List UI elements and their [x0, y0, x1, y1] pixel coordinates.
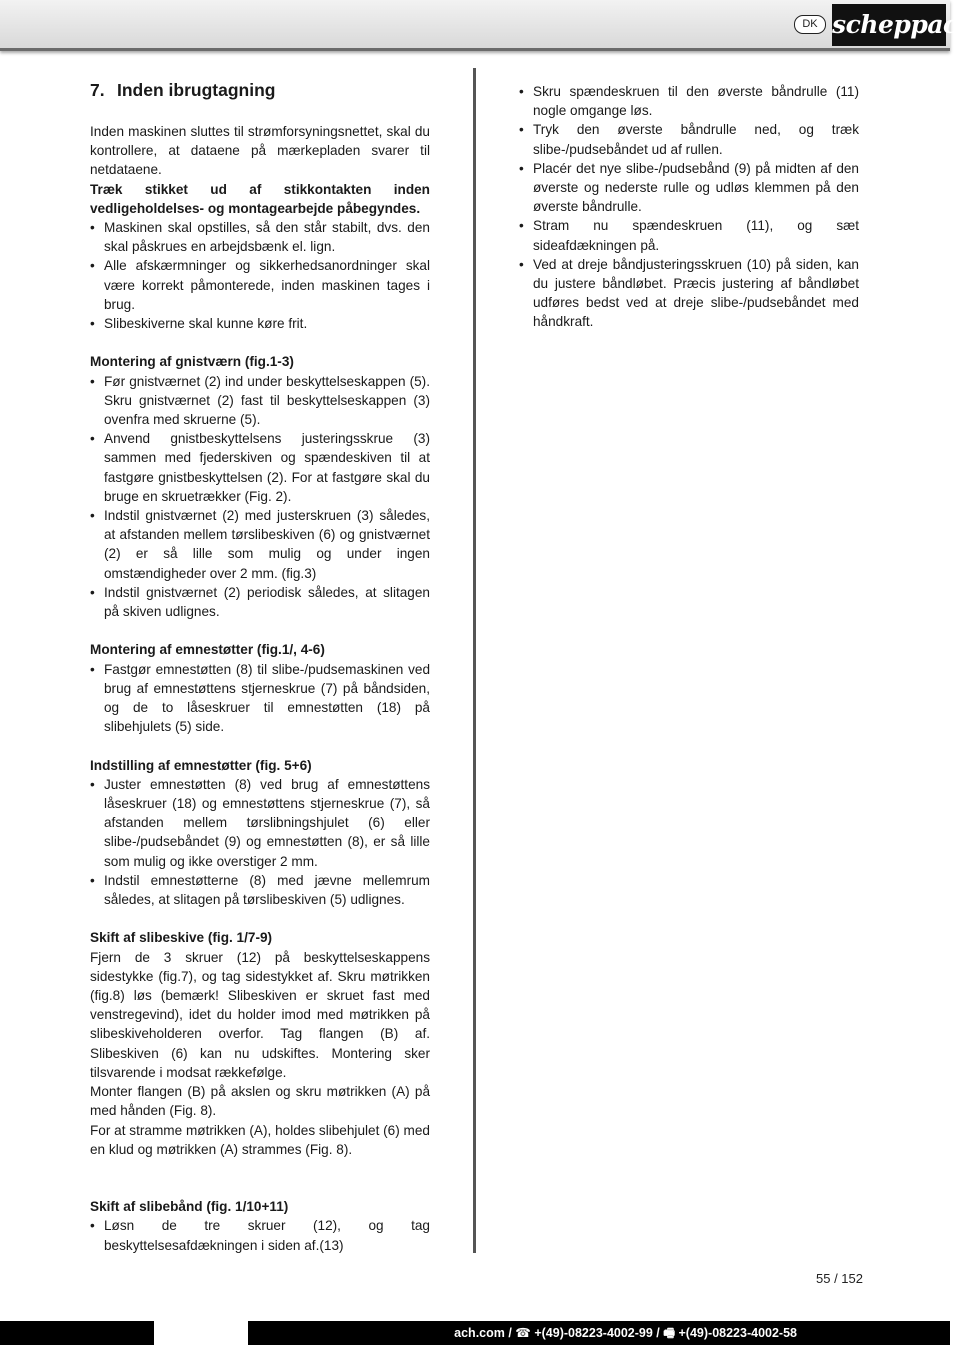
intro-paragraph: Inden maskinen sluttes til strømforsyningsnettet, skal du kontrollere, at dataene på mærkepladen svarer til netdataene. — [90, 124, 430, 178]
wheel-change-paragraph: Fjern de 3 skruer (12) på beskyttelseskappens sidestykke (fig.7), og tag sidestykket af. Skru møtrikken (fig.8) løs (bemærk! Slibeskiven er skruet fast med venstregevind), idet du holder imod med møtrikken på slibeskiveholderen overfor. Tag flangen (B) af. Slibeskiven (6) kan nu udskiftes. Montering sker tilsvarende i modsat rækkefølge. — [90, 949, 430, 1080]
list-item: • Slibeskiverne skal kunne køre frit. — [90, 314, 430, 333]
list-item: • Placér det nye slibe-/pudsebånd (9) på midten af den øverste og nederste rulle og udløs klemmen på den øverste båndrulle. — [519, 159, 859, 217]
scheppach-logo: scheppach — [832, 4, 946, 46]
list-item: • Stram nu spændeskruen (11), og sæt sideafdækningen på. — [519, 216, 859, 254]
wheel-change-paragraph: For at stramme møtrikken (A), holdes slibehjulet (6) med en klud og møtrikken (A) strammes (Fig. 8). — [90, 1122, 430, 1157]
section-heading-belt-change: Skift af slibebånd (fig. 1/10+11) — [90, 1199, 289, 1215]
section-heading-wheel-change: Skift af slibeskive (fig. 1/7-9) — [90, 930, 273, 946]
list-item: • Før gnistværnet (2) ind under beskyttelseskappen (5). Skru gnistværnet (2) fast til beskyttelseskappen (3) ovenfra med skruerne (5). — [90, 372, 430, 430]
list-item: • Tryk den øverste båndrulle ned, og træk slibe-/pudsebåndet ud af rullen. — [519, 120, 859, 158]
intro-list — [90, 218, 430, 333]
chapter-title — [90, 78, 430, 102]
list-item: • Skru spændeskruen til den øverste båndrulle (11) nogle omgange løs. — [519, 82, 859, 120]
workpiece-adjust-list — [90, 775, 430, 909]
column-divider — [473, 68, 476, 1253]
belt-change-list — [90, 1216, 430, 1254]
left-column — [90, 78, 430, 1255]
spark-guard-list — [90, 372, 430, 622]
language-badge: DK — [794, 15, 826, 34]
list-item: • Maskinen skal opstilles, så den står stabilt, dvs. den skal påskrues en arbejdsbænk el. lign. — [90, 218, 430, 256]
list-item: • Fastgør emnestøtten (8) til slibe-/pudsemaskinen ved brug af emnestøttens stjerneskrue (7) på båndsiden, og de to låseskruer til emnestøtten (18) på slibehjulets (5) side. — [90, 660, 430, 737]
list-item: • Anvend gnistbeskyttelsens justeringsskrue (3) sammen med fjederskiven og spændeskiven til at fastgøre gnistbeskyttelsen (2). For at fastgøre skal du bruge en skruetrækker (Fig. 2). — [90, 429, 430, 506]
section-heading-spark-guard: Montering af gnistværn (fig.1-3) — [90, 354, 294, 370]
belt-steps-list — [519, 82, 859, 332]
intro-warning: Træk stikket ud af stikkontakten inden vedligeholdelses- og montagearbejde påbegyndes. — [90, 181, 430, 216]
workpiece-mount-list — [90, 660, 430, 737]
chapter-title-text: Inden ibrugtagning — [117, 80, 276, 100]
section-heading-workpiece-adjust: Indstilling af emnestøtter (fig. 5+6) — [90, 757, 312, 773]
list-item: • Ved at dreje båndjusteringsskruen (10) på siden, kan du justere båndløbet. Præcis justering af båndløbet udføres bedst ved at dreje slibe-/pudsebåndet med håndkraft. — [519, 255, 859, 332]
list-item: • Indstil gnistværnet (2) periodisk således, at slitagen på skiven udlignes. — [90, 583, 430, 621]
list-item: • Alle afskærmninger og sikkerhedsanordninger skal være korrekt påmonterede, inden maskinen tages i brug. — [90, 256, 430, 314]
footer-contact: ach.com / ☎ +(49)-08223-4002-99 / 🖷 +(49)-08223-4002-58 — [454, 1326, 797, 1340]
page-number: 55 / 152 — [816, 1271, 863, 1286]
wheel-change-paragraph: Monter flangen (B) på akslen og skru møtrikken (A) på med hånden (Fig. 8). — [90, 1084, 430, 1119]
list-item: • Indstil emnestøtterne (8) med jævne mellemrum således, at slitagen på tørslibeskiven (5) udlignes. — [90, 871, 430, 909]
section-heading-workpiece-mount: Montering af emnestøtter (fig.1/, 4-6) — [90, 642, 325, 658]
list-item: • Juster emnestøtten (8) ved brug af emnestøttens låseskruer (18) og emnestøttens stjerneskrue (7), så afstanden mellem tørslibningshjulet (6) eller slibe-/pudsebåndet (9) og emnestøtten (8), er så lille som mulig og ikke overstiger 2 mm. — [90, 775, 430, 871]
chapter-number: 7. — [90, 80, 105, 100]
list-item: • Indstil gnistværnet (2) med justerskruen (3) således, at afstanden mellem tørslibeskiven (6) og gnistværnet (2) er så lille som mulig og under ingen omstændigheder over 2 mm. (fig.3) — [90, 506, 430, 583]
footer-white-block — [154, 1321, 248, 1345]
right-column — [519, 82, 859, 332]
list-item: • Løsn de tre skruer (12), og tag beskyttelsesafdækningen i siden af.(13) — [90, 1216, 430, 1254]
